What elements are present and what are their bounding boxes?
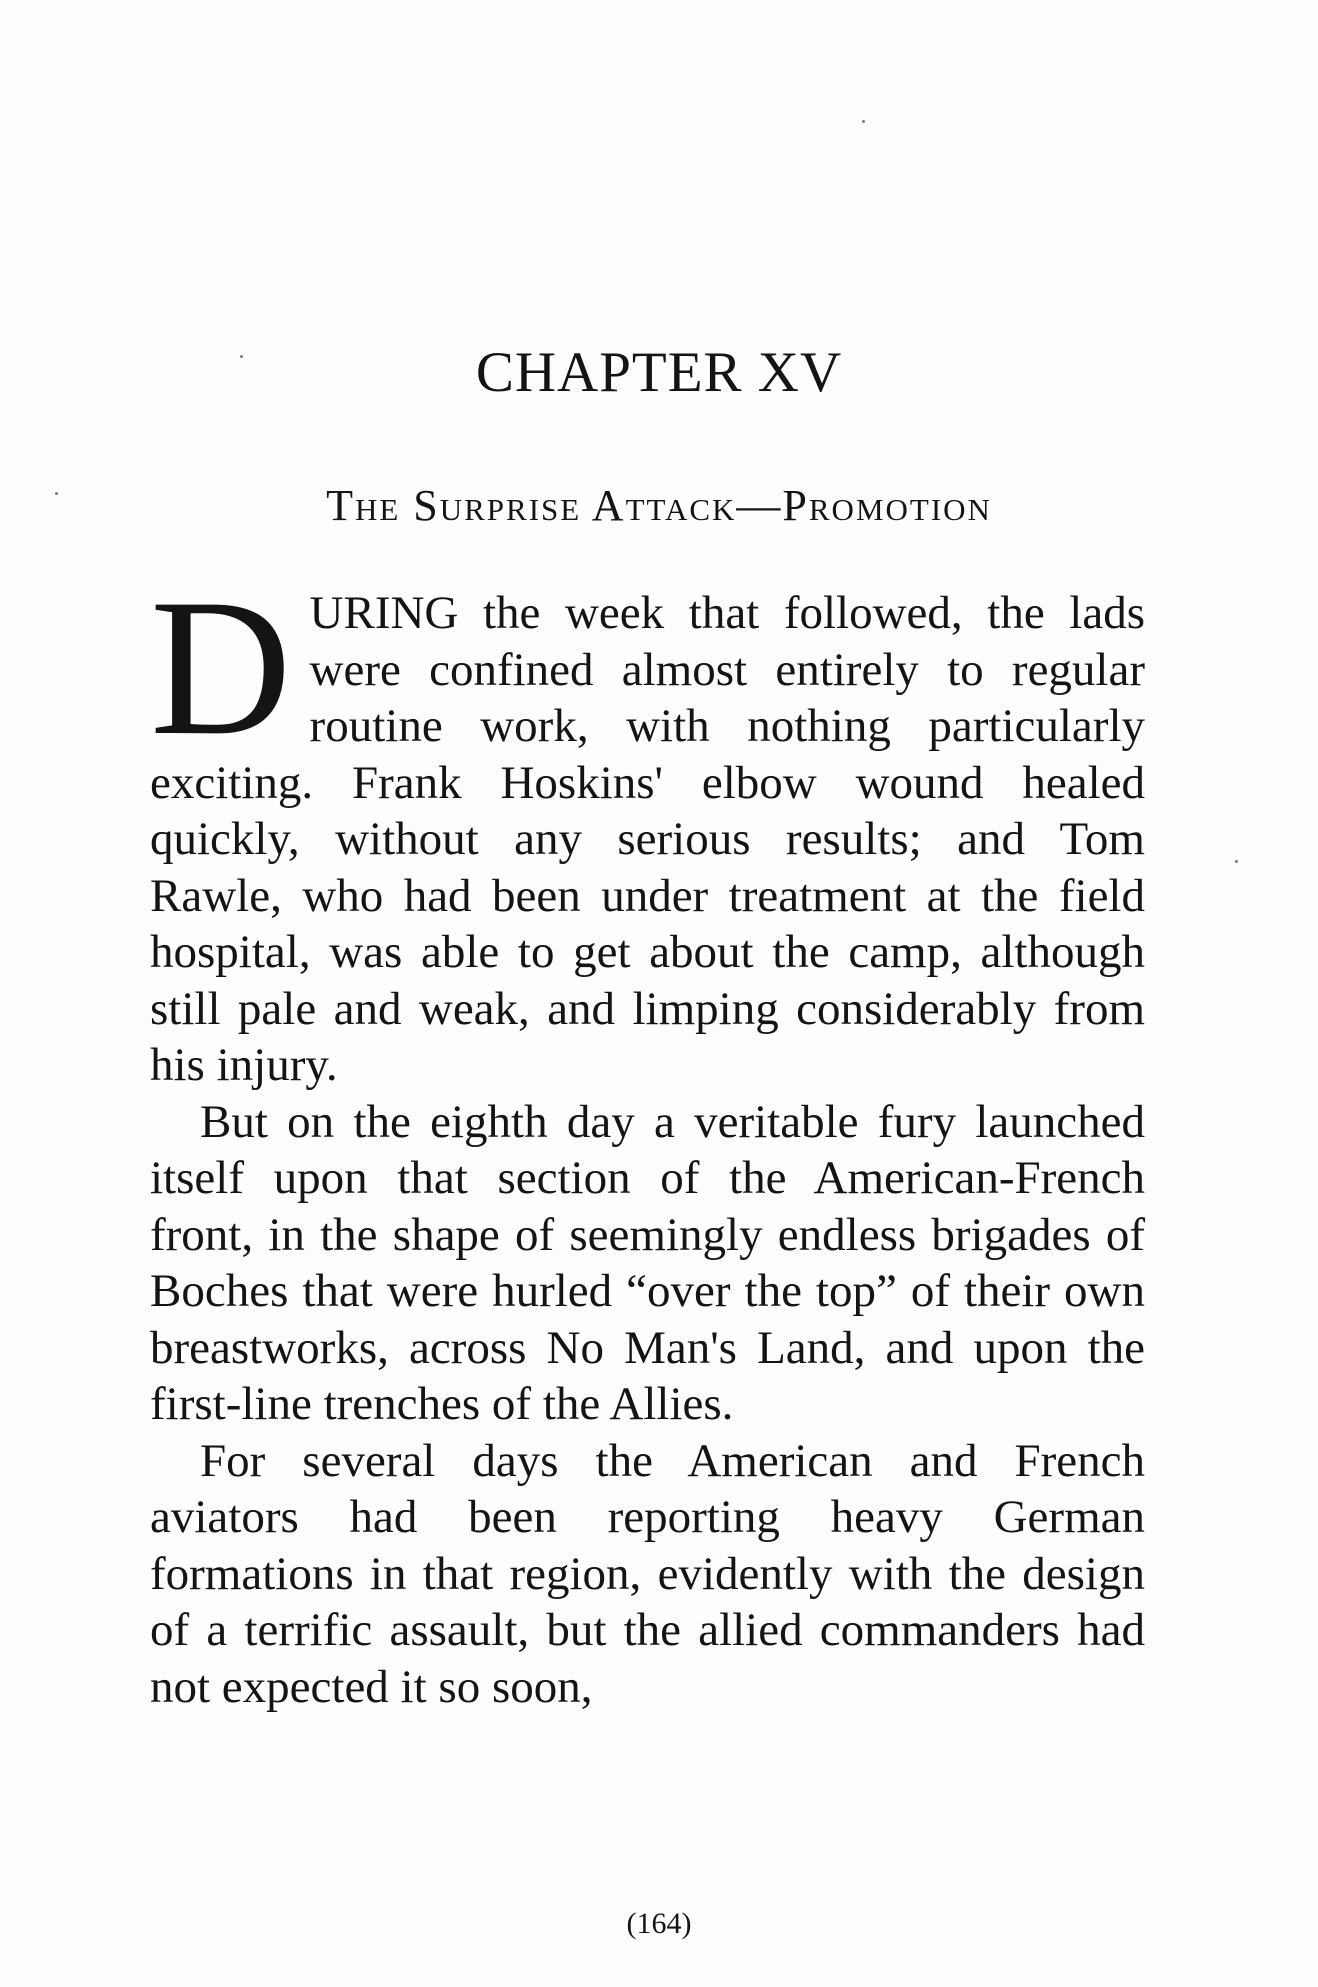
paragraph-1 xyxy=(150,559,1145,1094)
scan-speck xyxy=(55,492,58,495)
paragraph-2: But on the eighth day a veritable fury launched itself upon that section of the American-French front, in the shape of seemingly endless brigades of Boches that were hurled “over the top” of their own breastworks, across No Man's Land, and upon the first-line trenches of the Allies. xyxy=(150,1095,1145,1430)
chapter-body xyxy=(150,559,1145,1715)
paragraph-3: For several days the American and French aviators had been reporting heavy German formations in that region, evidently with the design of a terrific assault, but the allied commanders had not expected it so soon, xyxy=(150,1434,1145,1713)
scan-speck xyxy=(862,120,865,123)
chapter-heading: CHAPTER XV xyxy=(475,341,843,404)
scan-speck xyxy=(1235,860,1238,863)
page-number: (164) xyxy=(626,1907,692,1940)
paragraph-1-text: URING the week that followed, the lads were confined almost entirely to regular routine work, with nothing particularly exciting. Frank Hoskins' elbow wound healed quickly, without any serious results; and Tom Rawle, who had been under treatment at the field hospital, was able to get about the camp, although still pale and weak, and limping considerably from his injury. xyxy=(150,587,1145,1091)
scan-speck xyxy=(240,355,243,358)
drop-cap: D xyxy=(150,559,292,776)
chapter-title: The Surprise Attack—Promotion xyxy=(326,481,992,530)
